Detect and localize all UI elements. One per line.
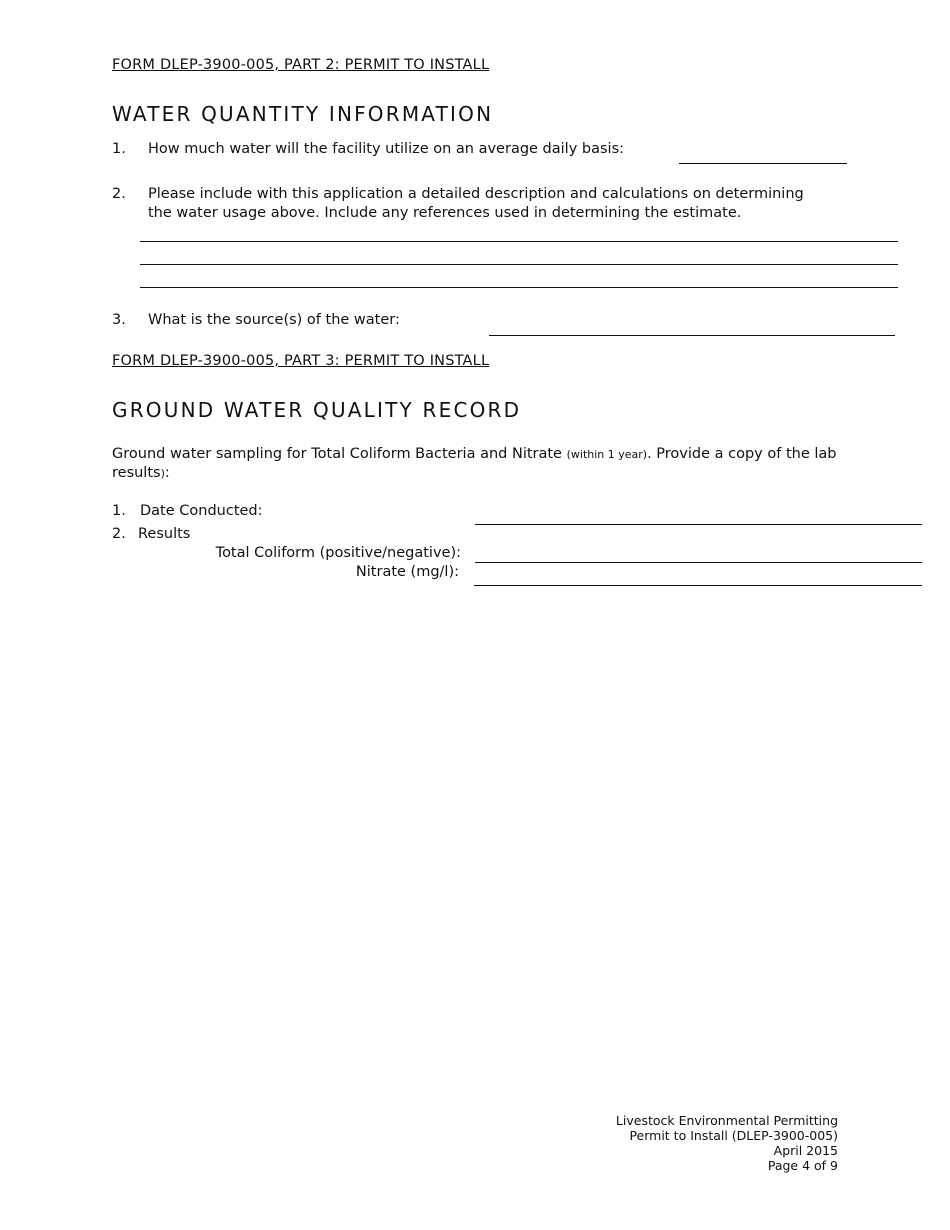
q1-number: 1. <box>112 141 126 157</box>
water-quantity-heading: WATER QUANTITY INFORMATION <box>112 102 494 126</box>
q2-text-line1: Please include with this application a detailed description and calculations on determining <box>148 186 804 202</box>
intro-text-a: Ground water sampling for Total Coliform Bacteria and Nitrate <box>112 446 562 462</box>
q2-answer-line-2[interactable] <box>140 264 898 265</box>
ground-water-heading: GROUND WATER QUALITY RECORD <box>112 398 522 422</box>
intro-colon: : <box>164 465 170 481</box>
sampling-intro-line2 <box>112 465 170 481</box>
total-coliform-line[interactable] <box>475 562 922 563</box>
q2-text-line2: the water usage above. Include any references used in determining the estimate. <box>148 205 742 221</box>
q3-number: 3. <box>112 312 126 328</box>
sampling-intro-line1 <box>112 446 901 462</box>
item2-number: 2. <box>112 526 126 542</box>
intro-small-note: (within 1 year) <box>566 448 648 461</box>
item1-number: 1. <box>112 503 126 519</box>
nitrate-line[interactable] <box>474 585 922 586</box>
part3-form-label: FORM DLEP-3900-005, PART 3: PERMIT TO INSTALL <box>112 353 490 369</box>
q2-answer-line-3[interactable] <box>140 287 898 288</box>
nitrate-label: Nitrate (mg/l): <box>355 564 459 580</box>
intro-results-word: results <box>112 465 161 481</box>
date-conducted-label: Date Conducted: <box>140 503 263 519</box>
q1-text: How much water will the facility utilize on an average daily basis: <box>148 141 625 157</box>
intro-paren: ) <box>160 467 165 480</box>
footer-line1: Livestock Environmental Permitting <box>615 1113 838 1128</box>
total-coliform-label: Total Coliform (positive/negative): <box>215 545 461 561</box>
footer-line2: Permit to Install (DLEP-3900-005) <box>629 1128 838 1143</box>
footer-block <box>616 1113 838 1173</box>
results-label: Results <box>138 526 191 542</box>
footer-page-number: Page 4 of 9 <box>767 1158 838 1173</box>
footer-line3: April 2015 <box>773 1143 838 1158</box>
q3-answer-line[interactable] <box>489 335 895 336</box>
q2-number: 2. <box>112 186 126 202</box>
q1-answer-line[interactable] <box>679 163 847 164</box>
intro-text-b: . Provide a copy of the lab <box>647 446 837 462</box>
date-conducted-line[interactable] <box>475 524 922 525</box>
q3-text: What is the source(s) of the water: <box>148 312 400 328</box>
part2-form-label: FORM DLEP-3900-005, PART 2: PERMIT TO INSTALL <box>112 57 490 73</box>
q2-answer-line-1[interactable] <box>140 241 898 242</box>
